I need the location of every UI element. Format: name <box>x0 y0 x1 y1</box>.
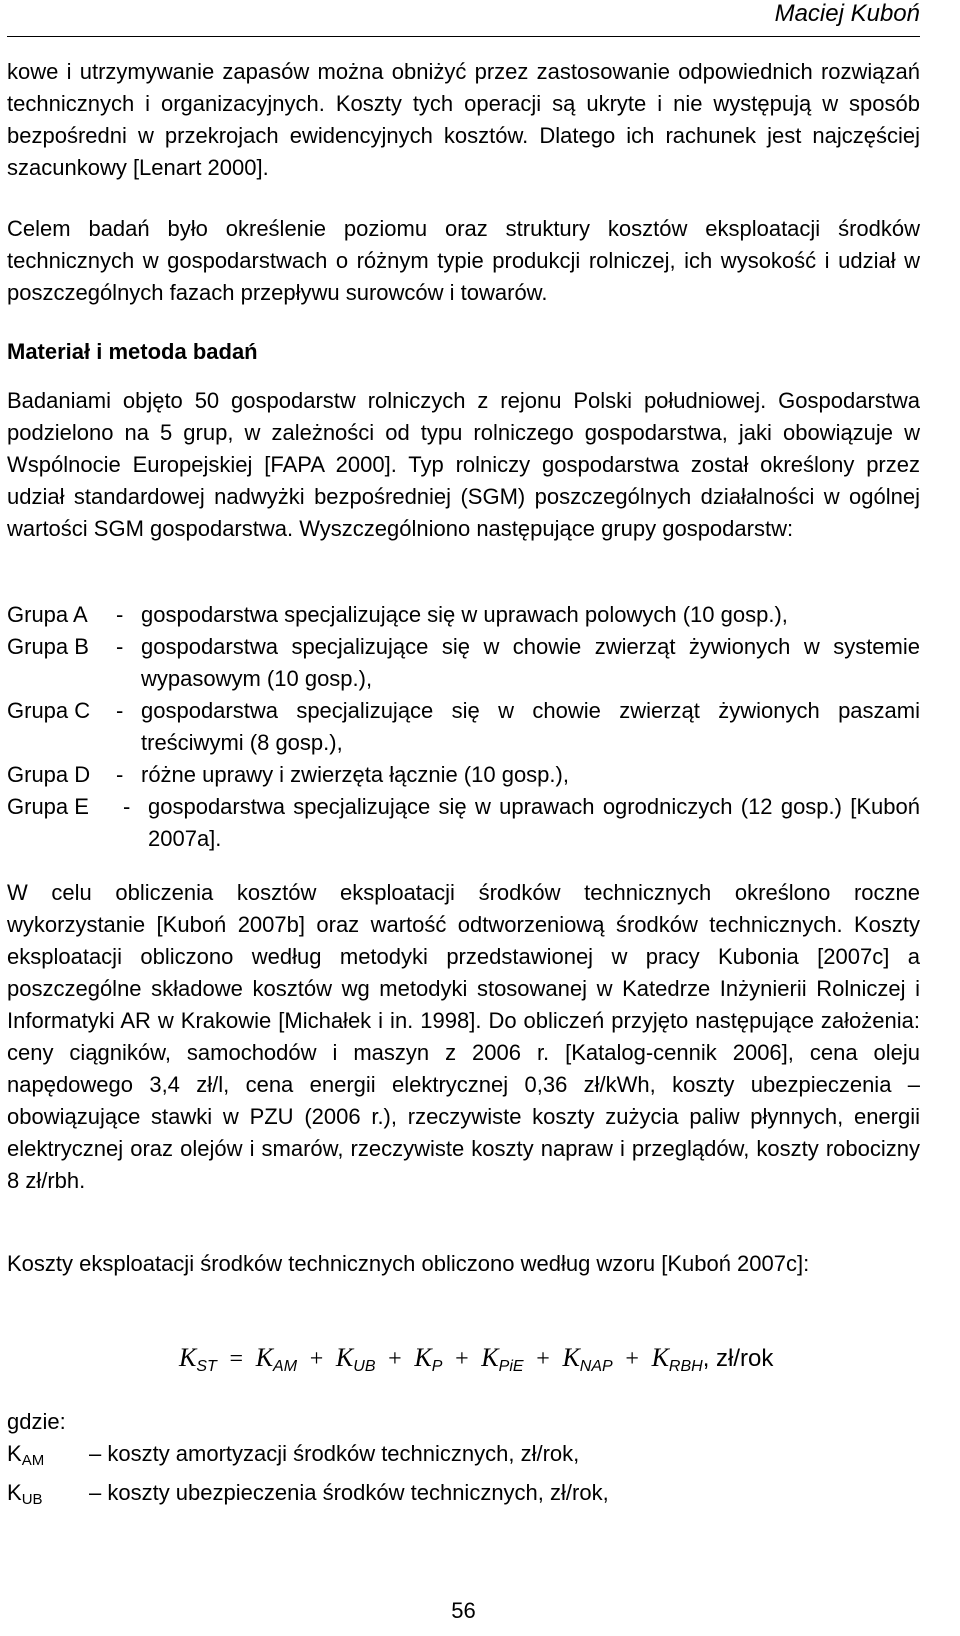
definition-item <box>7 1477 920 1516</box>
formula-subscript: PiE <box>498 1358 524 1375</box>
paragraph-2 <box>7 213 920 309</box>
paragraph-3-text: Badaniami objęto 50 gospodarstw rolniczych z rejonu Polski południowej. Gospodarstwa podzielono na 5 grup, w zależności od typu rolniczego gospodarstwa, jaki obowiązuje w Wspólnocie Europejskiej [FAPA 2000]. Typ rolniczy gospodarstwa został określony przez udział standardowej nadwyżki bezpośredniej (SGM) poszczególnych działalności w ogólnej wartości SGM gospodarstwa. Wyszczególniono następujące grupy gospodarstw: <box>7 388 920 541</box>
header-rule <box>7 36 920 37</box>
group-list <box>7 599 920 855</box>
group-dash: - <box>123 794 131 819</box>
definition-text: – koszty amortyzacji środków technicznych, zł/rok, <box>89 1441 580 1466</box>
formula-operator: + <box>536 1346 550 1372</box>
definition-item <box>7 1438 920 1477</box>
group-dash: - <box>116 698 124 723</box>
group-description: gospodarstwa specjalizujące się w chowie zwierząt żywionych w systemie wypasowym (10 gosp.), <box>141 634 920 691</box>
group-description: gospodarstwa specjalizujące się w uprawach ogrodniczych (12 gosp.) [Kuboń 2007a]. <box>148 794 920 851</box>
group-dash: - <box>116 634 124 659</box>
group-dash: - <box>116 602 124 627</box>
cost-formula <box>179 1342 773 1383</box>
formula-subscript: NAP <box>579 1358 613 1375</box>
formula-operator: + <box>625 1346 639 1372</box>
definitions-intro: gdzie: <box>7 1409 66 1434</box>
formula-symbol: K <box>651 1343 669 1372</box>
group-name: Grupa B <box>7 634 89 659</box>
formula-symbol: K <box>179 1343 197 1372</box>
formula-operator: + <box>309 1346 324 1372</box>
section-heading <box>7 336 920 368</box>
group-dash: - <box>116 762 124 787</box>
formula-subscript: AM <box>273 1358 298 1375</box>
formula-symbol: K <box>335 1343 354 1372</box>
formula-subscript: RBH <box>668 1358 703 1375</box>
formula-operator: + <box>455 1346 469 1372</box>
running-header-author: Maciej Kuboń <box>774 0 920 27</box>
formula-symbol: K <box>481 1343 499 1372</box>
formula-operator: = <box>229 1346 244 1372</box>
group-list-item <box>7 759 920 791</box>
group-list-item <box>7 791 920 855</box>
group-description: gospodarstwa specjalizujące się w chowie zwierząt żywionych paszami treściwymi (8 gosp.), <box>141 698 920 755</box>
group-name: Grupa A <box>7 602 88 627</box>
definition-symbol-subscript: UB <box>21 1491 43 1508</box>
group-name: Grupa E <box>7 794 89 819</box>
formula-operator: + <box>388 1346 402 1372</box>
formula-subscript: P <box>431 1358 443 1375</box>
formula-subscript: ST <box>196 1358 217 1375</box>
paragraph-4 <box>7 877 920 1197</box>
definition-symbol <box>7 1438 89 1477</box>
paragraph-5 <box>7 1248 920 1280</box>
paragraph-4-text: W celu obliczenia kosztów eksploatacji środków technicznych określono roczne wykorzystanie [Kuboń 2007b] oraz wartość odtworzeniową środków technicznych. Koszty eksploatacji obliczono według metodyki przedstawionej w pracy Kubonia [2007c] a poszczególne składowe kosztów wg metodyki stosowanej w Katedrze Inżynierii Rolniczej i Informatyki AR w Krakowie [Michałek i in. 1998]. Do obliczeń przyjęto następujące założenia: ceny ciągników, samochodów i maszyn z 2006 r. [Katalog-cennik 2006], cena oleju napędowego 3,4 zł/l, cena energii elektrycznej 0,36 zł/kWh, koszty ubezpieczenia – obowiązujące stawki w PZU (2006 r.), rzeczywiste koszty zużycia paliw płynnych, energii elektrycznej oraz olejów i smarów, rzeczywiste koszty napraw i przeglądów, koszty robocizny 8 zł/rbh. <box>7 880 920 1193</box>
group-description: gospodarstwa specjalizujące się w uprawach polowych (10 gosp.), <box>141 602 788 627</box>
definition-symbol <box>7 1477 89 1516</box>
paragraph-2-text: Celem badań było określenie poziomu oraz struktury kosztów eksploatacji środków technicznych w gospodarstwach o różnym typie produkcji rolniczej, ich wysokość i udział w poszczególnych fazach przepływu surowców i towarów. <box>7 216 920 305</box>
group-list-item <box>7 599 920 631</box>
paragraph-3 <box>7 385 920 545</box>
formula-symbol: K <box>255 1343 274 1372</box>
group-name: Grupa C <box>7 698 91 723</box>
definition-symbol-letter: K <box>7 1441 22 1466</box>
paragraph-1-text: kowe i utrzymywanie zapasów można obniżyć przez zastosowanie odpowiednich rozwiązań technicznych i organizacyjnych. Koszty tych operacji są ukryte i nie występują w sposób bezpośredni w przekrojach ewidencyjnych kosztów. Dlatego ich rachunek jest najczęściej szacunkowy [Lenart 2000]. <box>7 59 920 180</box>
paragraph-5-text: Koszty eksploatacji środków technicznych obliczono według wzoru [Kuboń 2007c]: <box>7 1251 810 1276</box>
formula-unit: , zł/rok <box>702 1345 774 1372</box>
formula-symbol: K <box>414 1343 432 1372</box>
section-heading-text: Materiał i metoda badań <box>7 339 258 364</box>
page-number: 56 <box>451 1598 476 1623</box>
formula-symbol: K <box>562 1343 580 1372</box>
group-list-item <box>7 695 920 759</box>
definitions <box>7 1406 920 1516</box>
definition-text: – koszty ubezpieczenia środków technicznych, zł/rok, <box>89 1480 609 1505</box>
document-page <box>7 0 920 1636</box>
group-list-item <box>7 631 920 695</box>
formula-subscript: UB <box>353 1358 376 1375</box>
group-name: Grupa D <box>7 762 91 787</box>
group-description: różne uprawy i zwierzęta łącznie (10 gosp.), <box>141 762 569 787</box>
definition-symbol-subscript: AM <box>21 1452 45 1469</box>
definition-symbol-letter: K <box>7 1480 22 1505</box>
paragraph-1 <box>7 56 920 184</box>
